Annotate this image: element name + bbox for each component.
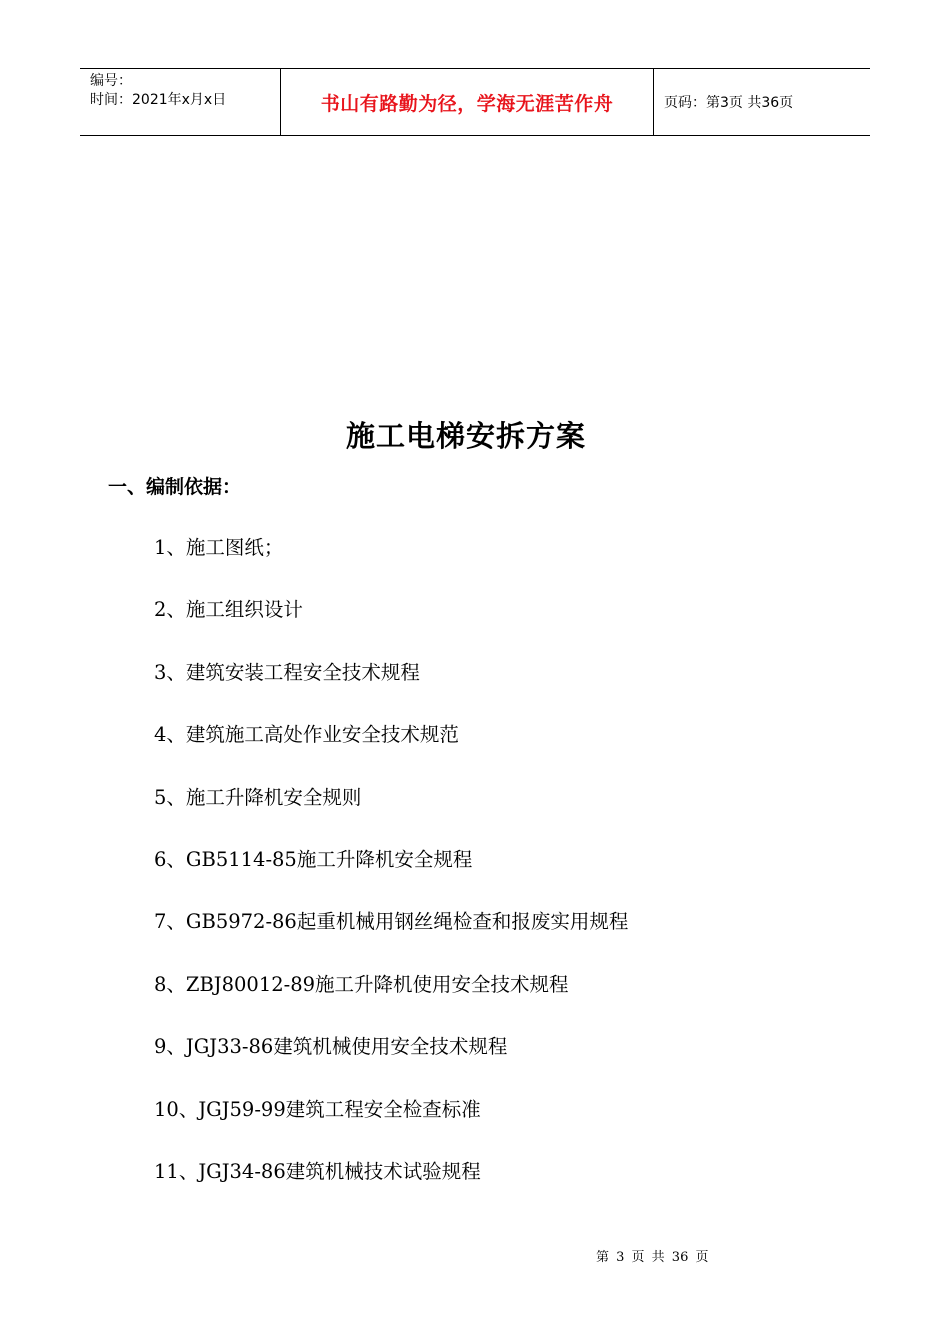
list-item: 4、建筑施工高处作业安全技术规范 [154, 723, 459, 747]
list-item: 7、GB5972-86起重机械用钢丝绳检查和报废实用规程 [154, 910, 629, 934]
list-item: 5、施工升降机安全规则 [154, 785, 362, 809]
document-number-label: 编号： [90, 73, 132, 89]
header-meta-cell [80, 69, 281, 135]
document-time-label: 时间：2021年x月x日 [90, 92, 227, 108]
list-item: 1、施工图纸； [154, 536, 284, 559]
list-item: 2、施工组织设计 [154, 598, 303, 622]
header-page-code: 页码：第3页 共36页 [664, 95, 794, 111]
list-item: 8、ZBJ80012-89施工升降机使用安全技术规程 [154, 972, 569, 996]
footer-page-number: 第 3 页 共 36 页 [596, 1250, 709, 1265]
page-header [80, 68, 870, 136]
header-page-cell [654, 69, 870, 135]
list-item: 6、GB5114-85施工升降机安全规程 [154, 847, 473, 871]
section-heading: 一、编制依据： [108, 476, 242, 498]
list-item: 11、JGJ34-86建筑机械技术试验规程 [154, 1159, 481, 1183]
basis-list [154, 530, 628, 1216]
list-item: 10、JGJ59-99建筑工程安全检查标准 [154, 1097, 481, 1121]
document-title: 施工电梯安拆方案 [345, 419, 586, 453]
list-item: 3、建筑安装工程安全技术规程 [154, 660, 420, 684]
header-motto-cell [281, 69, 654, 135]
header-motto: 书山有路勤为径，学海无涯苦作舟 [320, 92, 614, 115]
list-item: 9、JGJ33-86建筑机械使用安全技术规程 [154, 1035, 508, 1059]
